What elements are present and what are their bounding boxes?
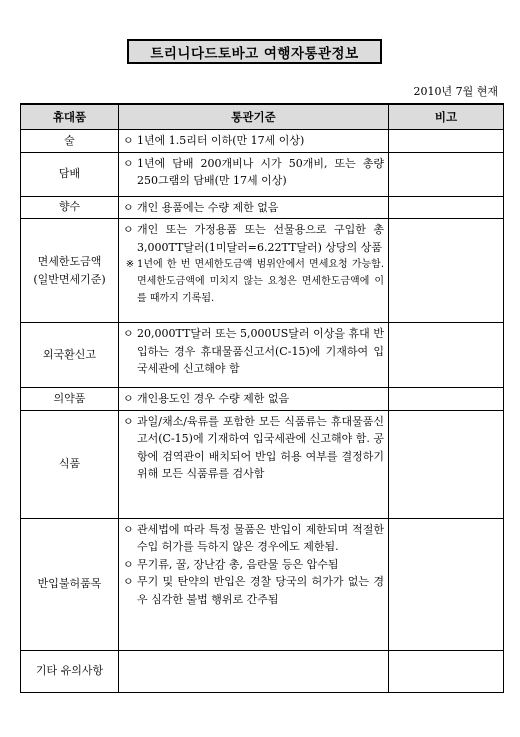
date-label: 2010년 7월 현재 [413,85,498,98]
table-row [21,130,504,153]
table-row [21,518,504,650]
bullet-text: 개인 또는 가정용품 또는 선물용으로 구입한 총 3,000TT달러(1미달러=6.22TT달러) 상당의 상품 [137,223,384,254]
bullet-text: 20,000TT달러 또는 5,000US달러 이상을 휴대 반입하는 경우 휴대물품신고서(C-15)에 기재하여 입국세관에 신고해야 함 [137,327,384,375]
item-category [21,323,119,388]
bullet-text: 1년에 1.5리터 이하(만 17세 이상) [137,134,305,147]
footnote-item [123,256,384,307]
bullet-item [123,199,384,217]
header-note: 비고 [389,104,504,130]
bullet-text: 무기류, 꿀, 장난감 총, 음란물 등은 압수됨 [137,557,339,571]
bullet-marker: ㅇ [123,557,134,571]
category-label: 술 [64,133,75,147]
bullet-item [123,155,384,190]
bullet-item [123,413,384,483]
standard-cell [119,388,389,411]
item-category [21,130,119,153]
table-row [21,196,504,219]
table-row [21,152,504,196]
bullet-marker: ㅇ [123,392,134,405]
note-cell [389,130,504,153]
bullet-item [123,521,384,556]
standard-cell [119,518,389,650]
header-standard: 통관기준 [119,104,389,130]
bullet-marker: ㅇ [123,223,134,236]
bullet-text: 개인 용품에는 수량 제한 없음 [137,200,279,214]
table-row [21,410,504,518]
item-category [21,518,119,650]
note-cell [389,196,504,219]
bullet-text: 개인용도인 경우 수량 제한 없음 [137,392,290,405]
item-category [21,219,119,323]
table-row [21,650,504,692]
note-cell [389,323,504,388]
bullet-marker: ㅇ [123,200,134,214]
table-header-row [21,104,504,130]
bullet-item [123,325,384,378]
bullet-marker: ㅇ [123,414,134,428]
category-label: 의약품 [53,391,86,405]
item-category [21,196,119,219]
bullet-text: 1년에 담배 200개비나 시가 50개비, 또는 총량 250그램의 담배(만 17세 이상) [137,156,384,187]
note-cell [389,410,504,518]
bullet-marker: ㅇ [123,575,134,588]
standard-cell [119,130,389,153]
footnote-marker: ※ [125,259,135,270]
category-label: 담배 [58,167,81,180]
footnote-text: 1년에 한 번 면세한도금액 범위안에서 면세요청 가능함. 면세한도금액에 미치지 않는 요청은 면세한도금액에 이를 때까지 기록됨. [137,259,384,304]
note-cell [389,650,504,692]
item-category [21,410,119,518]
item-category [21,152,119,196]
category-label: 식품 [58,457,81,470]
standard-cell [119,650,389,692]
table-row [21,219,504,323]
item-category [21,388,119,411]
table-row [21,388,504,411]
page-title: 트리니다드토바고 여행자통관정보 [127,39,382,64]
note-cell [389,518,504,650]
bullet-marker: ㅇ [123,134,134,147]
category-label: 반입불허품목 [37,577,102,590]
category-label: 외국환신고 [42,348,97,361]
category-label: 면세한도금액 [37,254,102,268]
standard-cell [119,196,389,219]
category-sublabel: (일반면세기준) [33,272,106,286]
standard-cell [119,410,389,518]
standard-cell [119,219,389,323]
bullet-text: 과일/채소/육류를 포함한 모든 식품류는 휴대물품신고서(C-15)에 기재하여 입국세관에 신고해야 함. 공항에 검역관이 배치되어 반입 허용 여부를 결정하기 위해 모든 식품류를 검사함 [137,414,384,480]
bullet-text: 무기 및 탄약의 반입은 경찰 당국의 허가가 없는 경우 심각한 불법 행위로 간주됨 [137,575,384,606]
category-label: 기타 유의사항 [35,664,104,677]
bullet-item [123,390,384,408]
bullet-marker: ㅇ [123,522,134,536]
item-category [21,650,119,692]
bullet-marker: ㅇ [123,327,134,340]
note-cell [389,388,504,411]
customs-table [20,103,504,693]
standard-cell [119,323,389,388]
bullet-item [123,221,384,256]
standard-cell [119,152,389,196]
bullet-item [123,132,384,150]
bullet-item [123,573,384,608]
note-cell [389,219,504,323]
header-item: 휴대품 [21,104,119,130]
category-label: 향수 [58,200,81,214]
bullet-item [123,556,384,574]
table-row [21,323,504,388]
bullet-text: 관세법에 따라 특정 물품은 반입이 제한되며 적절한 수입 허가를 득하지 않은 경우에도 제한됨. [137,522,384,553]
bullet-marker: ㅇ [123,156,134,170]
note-cell [389,152,504,196]
